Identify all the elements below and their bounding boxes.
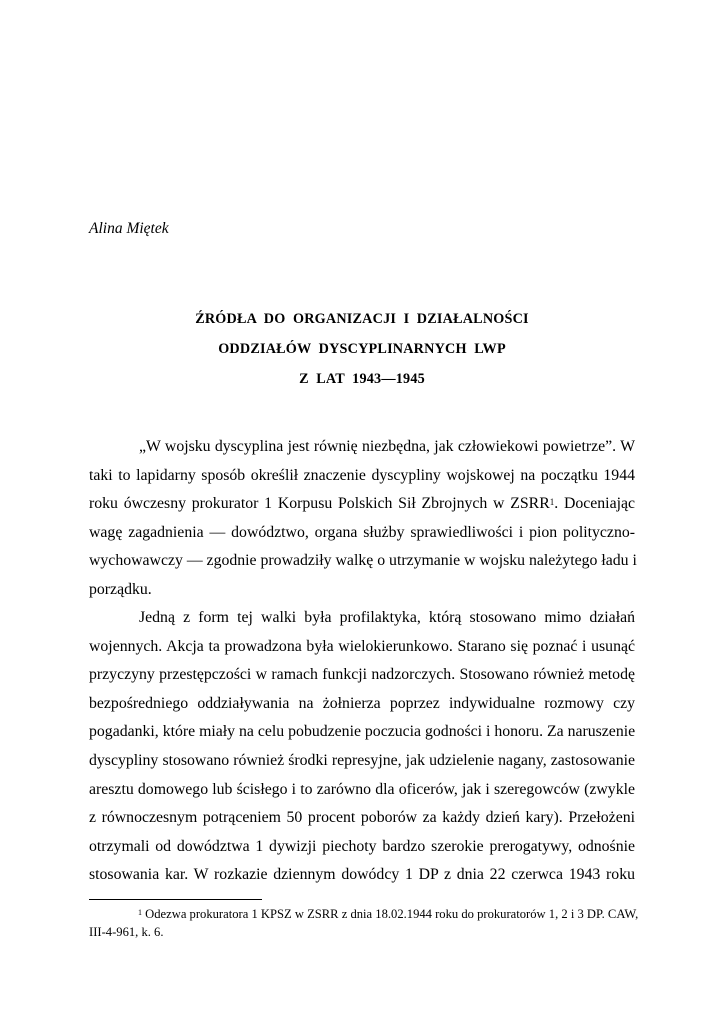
- text-segment: . Doceniając: [554, 495, 635, 513]
- text-line: stosowania kar. W rozkazie dziennym dowódcy 1 DP z dnia 22 czerwca 1943 roku: [89, 866, 635, 884]
- paragraph-2: [89, 604, 635, 889]
- text-line: aresztu domowego lub ścisłego i to zarówno dla oficerów, jak i szeregowców (zwykle: [89, 780, 635, 798]
- footnote-reference[interactable]: 1: [549, 497, 555, 508]
- text-line: dyscypliny stosowano również środki represyjne, jak udzielenie nagany, zastosowanie: [89, 752, 635, 770]
- text-line: wagę zagadnienia — dowództwo, organa służby sprawiedliwości i pion polityczno-: [89, 523, 635, 541]
- author-name: Alina Miętek: [89, 220, 169, 237]
- text-line: wychowawczy — zgodnie prowadziły walkę o utrzymanie w wojsku należytego ładu i: [89, 552, 637, 570]
- text-line: otrzymali od dowództwa 1 dywizji piechoty bardzo szerokie prerogatywy, odnośnie: [89, 837, 635, 855]
- text-line: „W wojsku dyscyplina jest równię niezbędna, jak człowiekowi powietrze”. W: [139, 438, 635, 455]
- text-line: bezpośredniego oddziaływania na żołnierza poprzez indywidualne rozmowy czy: [89, 694, 635, 712]
- text-line: przyczyny przestępczości w ramach funkcji nadzorczych. Stosowano również metodę: [89, 666, 635, 684]
- text-line: porządku.: [89, 580, 152, 598]
- text-line: wojennych. Akcja ta prowadzona była wielokierunkowo. Starano się poznać i usunąć: [89, 637, 635, 655]
- text-line: z równoczesnym potrąceniem 50 procent poborów za każdy dzień kary). Przełożeni: [89, 809, 635, 827]
- paragraph-1: [89, 433, 635, 604]
- footnote-line: III-4-961, k. 6.: [89, 925, 164, 939]
- title-line-1: ŹRÓDŁA DO ORGANIZACJI I DZIAŁALNOŚCI: [195, 311, 529, 327]
- text-line: Jedną z form tej walki była profilaktyka, którą stosowano mimo działań: [139, 609, 635, 627]
- footnote-separator: [89, 899, 262, 900]
- article-title: [89, 304, 635, 394]
- text-segment: roku ówczesny prokurator 1 Korpusu Polskich Sił Zbrojnych w ZSRR: [89, 495, 550, 513]
- title-line-3: Z LAT 1943—1945: [299, 371, 425, 387]
- footnote: [89, 905, 639, 941]
- text-line: taki to lapidarny sposób określił znaczenie dyscypliny wojskowej na początku 1944: [89, 466, 635, 484]
- text-line: [89, 490, 635, 519]
- title-line-2: ODDZIAŁÓW DYSCYPLINARNYCH LWP: [218, 341, 506, 357]
- footnote-text: Odezwa prokuratora 1 KPSZ w ZSRR z dnia 18.02.1944 roku do prokuratorów 1, 2 i 3 DP. CAW,: [142, 907, 639, 921]
- text-line: pogadanki, które miały na celu pobudzenie poczucia godności i honoru. Za naruszenie: [89, 723, 636, 741]
- footnote-number: 1: [138, 908, 142, 917]
- article-body: [89, 433, 635, 890]
- footnote-line: [89, 905, 639, 923]
